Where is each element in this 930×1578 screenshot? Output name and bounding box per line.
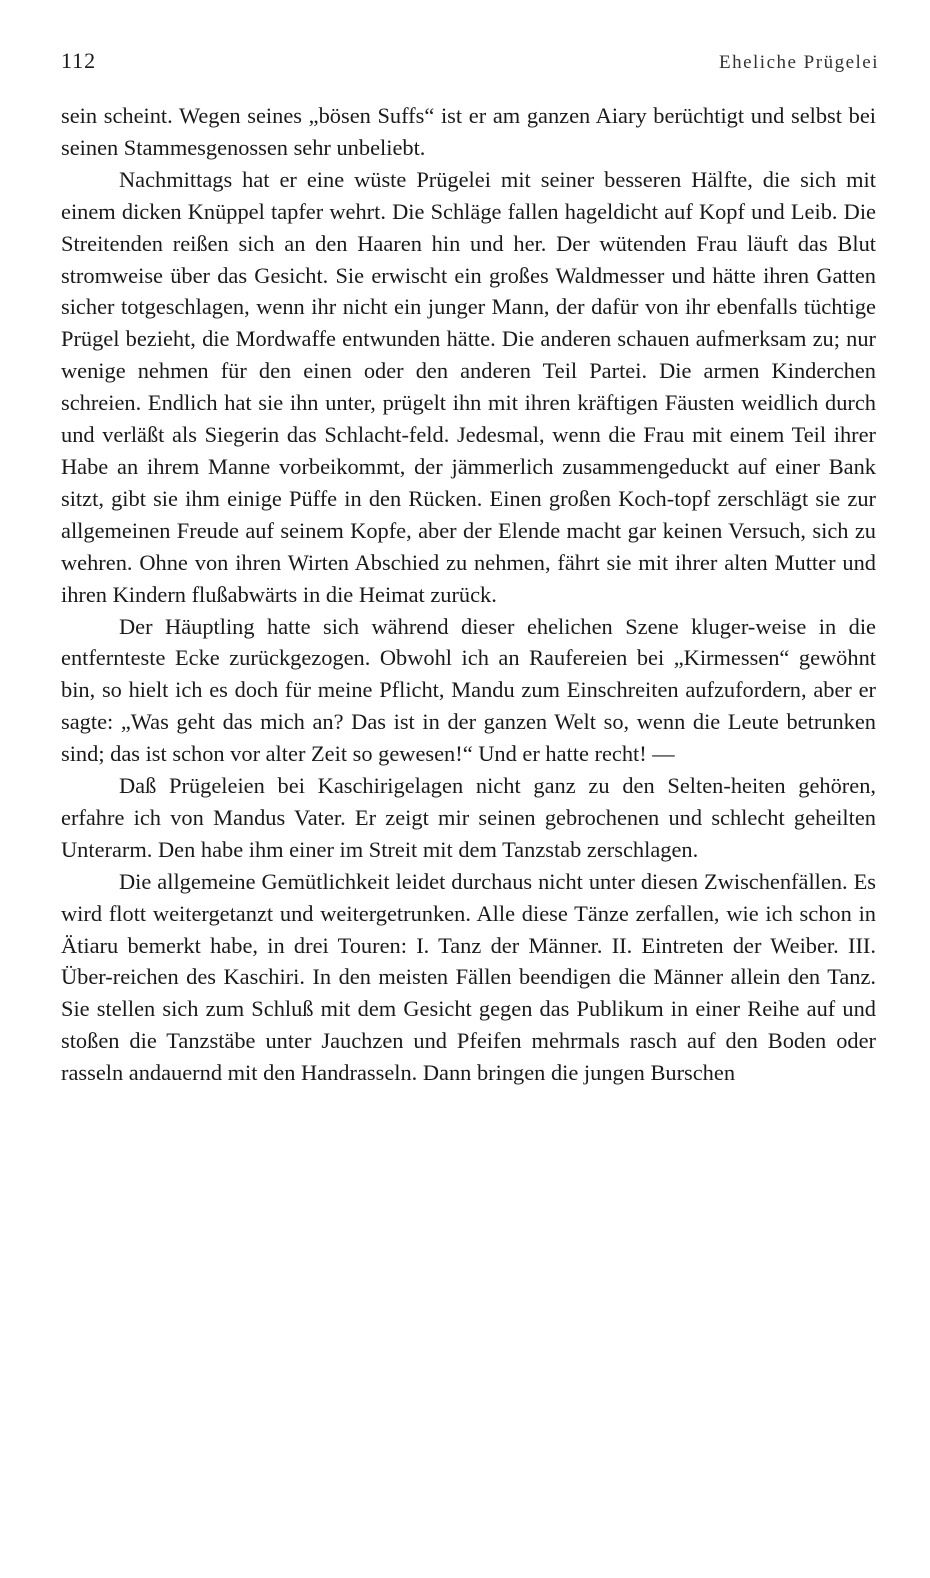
paragraph-father: Daß Prügeleien bei Kaschirigelagen nicht ganz zu den Selten-heiten gehören, erfahre ich von Mandus Vater. Er zeigt mir seinen gebrochenen und schlecht geheilten Unterarm. Den habe ihm einer im Streit mit dem Tanzstab zerschlagen. [61, 773, 876, 862]
paragraph-continuation: sein scheint. Wegen seines „bösen Suffs“ ist er am ganzen Aiary berüchtigt und selbst bei seinen Stammesgenossen sehr unbeliebt. [61, 103, 876, 160]
paragraph-fight: Nachmittags hat er eine wüste Prügelei mit seiner besseren Hälfte, die sich mit einem dicken Knüppel tapfer wehrt. Die Schläge fallen hageldicht auf Kopf und Leib. Die Streitenden reißen sich an den Haaren hin und her. Der wütenden Frau läuft das Blut stromweise über das Gesicht. Sie erwischt ein großes Waldmesser und hätte ihren Gatten sicher totgeschlagen, wenn ihr nicht ein junger Mann, der dafür von ihr ebenfalls tüchtige Prügel bezieht, die Mordwaffe entwunden hätte. Die anderen schauen aufmerksam zu; nur wenige nehmen für den einen oder den anderen Teil Partei. Die armen Kinderchen schreien. Endlich hat sie ihn unter, prügelt ihn mit ihren kräftigen Fäusten weidlich durch und verläßt als Siegerin das Schlacht-feld. Jedesmal, wenn die Frau mit einem Teil ihrer Habe an ihrem Manne vorbeikommt, der jämmerlich zusammengeduckt auf einer Bank sitzt, gibt sie ihm einige Püffe in den Rücken. Einen großen Koch-topf zerschlägt sie zur allgemeinen Freude auf seinem Kopfe, aber der Elende macht gar keinen Versuch, sich zu wehren. Ohne von ihren Wirten Abschied zu nehmen, fährt sie mit ihrer alten Mutter und ihren Kindern flußabwärts in die Heimat zurück. [61, 166, 876, 607]
paragraph-dances: Die allgemeine Gemütlichkeit leidet durchaus nicht unter diesen Zwischenfällen. Es wird flott weitergetanzt und weitergetrunken. Alle diese Tänze zerfallen, wie ich schon in Ätiaru bemerkt habe, in drei Touren: I. Tanz der Männer. II. Eintreten der Weiber. III. Über-reichen des Kaschiri. In den meisten Fällen beendigen die Männer allein den Tanz. Sie stellen sich zum Schluß mit dem Gesicht gegen das Publikum in einer Reihe auf und stoßen die Tanzstäbe unter Jauchzen und Pfeifen mehrmals rasch auf den Boden oder rasseln andauernd mit den Handrasseln. Dann bringen die jungen Burschen [61, 868, 876, 1086]
page-number: 112 [61, 48, 97, 73]
running-head: Eheliche Prügelei [718, 52, 879, 73]
body-text [61, 100, 876, 1089]
page-header [61, 48, 879, 78]
paragraph-chief: Der Häuptling hatte sich während dieser ehelichen Szene kluger-weise in die entfernteste Ecke zurückgezogen. Obwohl ich an Raufereien bei „Kirmessen“ gewöhnt bin, so hielt ich es doch für meine Pflicht, Mandu zum Einschreiten aufzufordern, aber er sagte: „Was geht das mich an? Das ist in der ganzen Welt so, wenn die Leute betrunken sind; das ist schon vor alter Zeit so gewesen!“ Und er hatte recht! — [61, 613, 876, 767]
